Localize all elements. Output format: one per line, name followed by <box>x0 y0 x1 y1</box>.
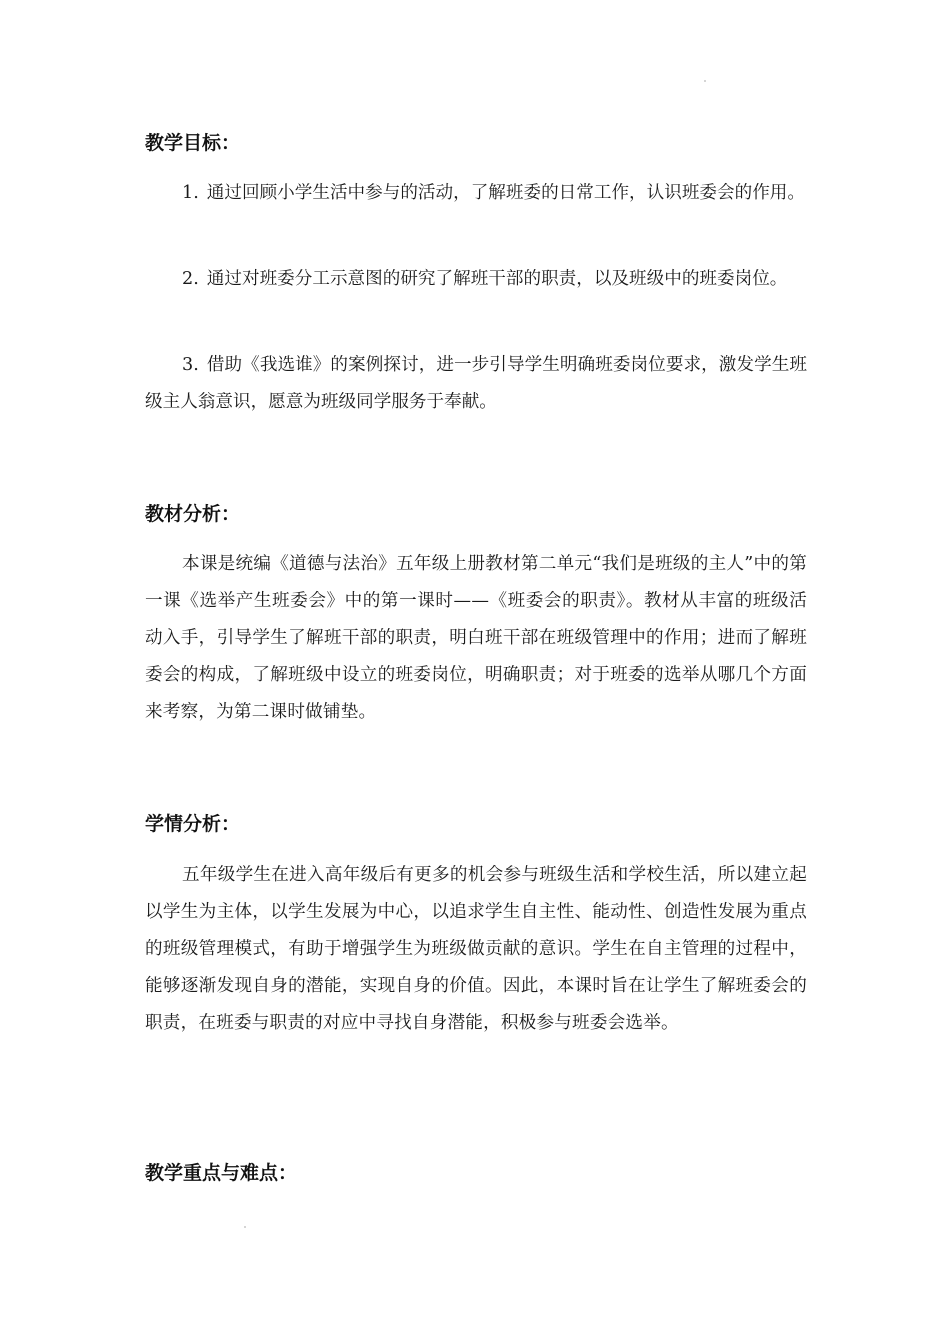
objective-item-1 <box>145 175 807 212</box>
objective-text-1: 通过回顾小学生活中参与的活动，了解班委的日常工作，认识班委会的作用。 <box>206 183 805 203</box>
objective-item-2 <box>145 261 807 298</box>
objective-number-1: 1. <box>182 183 199 203</box>
page-speck <box>704 80 706 82</box>
objective-number-3: 3. <box>182 355 199 375</box>
objective-text-2: 通过对班委分工示意图的研究了解班干部的职责，以及班级中的班委岗位。 <box>206 269 788 289</box>
material-heading: 教材分析： <box>145 503 241 525</box>
learners-paragraph: 五年级学生在进入高年级后有更多的机会参与班级生活和学校生活，所以建立起以学生为主体，以学生发展为中心，以追求学生自主性、能动性、创造性发展为重点的班级管理模式，有助于增强学生为班级做贡献的意识。学生在自主管理的过程中，能够逐渐发现自身的潜能，实现自身的价值。因此，本课时旨在让学生了解班委会的职责，在班委与职责的对应中寻找自身潜能，积极参与班委会选举。 <box>145 865 807 1033</box>
objectives-heading: 教学目标： <box>145 132 241 154</box>
material-paragraph: 本课是统编《道德与法治》五年级上册教材第二单元“我们是班级的主人”中的第一课《选举产生班委会》中的第一课时——《班委会的职责》。教材从丰富的班级活动入手，引导学生了解班干部的职责，明白班干部在班级管理中的作用；进而了解班委会的构成，了解班级中设立的班委岗位，明确职责；对于班委的选举从哪几个方面来考察，为第二课时做铺垫。 <box>145 554 807 722</box>
page-speck-bottom <box>244 1226 246 1228</box>
keypoints-heading: 教学重点与难点： <box>145 1162 298 1184</box>
learners-heading: 学情分析： <box>145 813 241 835</box>
objective-text-3: 借助《我选谁》的案例探讨，进一步引导学生明确班委岗位要求，激发学生班级主人翁意识，愿意为班级同学服务于奉献。 <box>145 355 807 412</box>
objective-number-2: 2. <box>182 269 199 289</box>
objective-item-3 <box>145 347 807 421</box>
